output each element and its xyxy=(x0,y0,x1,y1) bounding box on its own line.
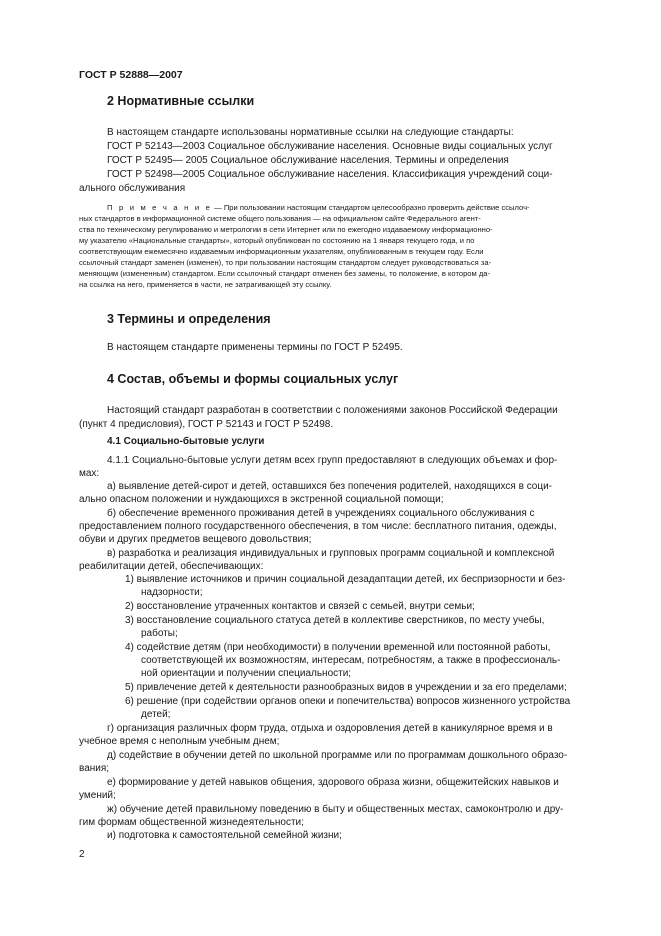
numbered-item: 5) привлечение детей к деятельности разнообразных видов в учреждении и за его пределами; xyxy=(125,682,567,693)
note-line: меняющим (измененным) стандартом. Если ссылочный стандарт отменен без замены, то положение, в котором да- xyxy=(79,269,491,278)
note-text: — При пользовании настоящим стандартом целесообразно проверить действие ссылоч- xyxy=(212,203,530,212)
numbered-item-continuation: детей; xyxy=(141,709,171,720)
section-4-intro: (пункт 4 предисловия), ГОСТ Р 52143 и ГОСТ Р 52498. xyxy=(79,419,334,430)
section-2-intro: В настоящем стандарте использованы нормативные ссылки на следующие стандарты: xyxy=(107,127,514,138)
note-line: на ссылка на него, применяется в части, не затрагивающей эту ссылку. xyxy=(79,280,332,289)
numbered-item: 6) решение (при содействии органов опеки и попечительства) вопросов жизненного устройства xyxy=(125,696,571,707)
note-line: му указателю «Национальные стандарты», который опубликован по состоянию на 1 января текущего года, и по xyxy=(79,236,475,245)
list-item: в) разработка и реализация индивидуальных и групповых программ социальной и комплексной xyxy=(107,548,555,559)
note-line xyxy=(107,202,530,213)
numbered-item-continuation: соответствующей их возможностям, интересам, потребностям, а также в профессиональ- xyxy=(141,655,561,666)
numbered-item: 1) выявление источников и причин социальной дезадаптации детей, их беспризорности и без- xyxy=(125,574,566,585)
list-item: и) подготовка к самостоятельной семейной жизни; xyxy=(107,830,342,841)
note-line: соответствующим ежемесячно издаваемым информационным указателям, опубликованным в текущем году. Если xyxy=(79,247,484,256)
paragraph-line: 4.1.1 Социально-бытовые услуги детям всех групп предоставляют в следующих объемах и фор- xyxy=(107,455,558,466)
list-item: г) организация различных форм труда, отдыха и оздоровления детей в каникулярное время и в xyxy=(107,723,553,734)
list-item-continuation: умений; xyxy=(79,790,116,801)
list-item: д) содействие в обучении детей по школьной программе или по программам дошкольного образо- xyxy=(107,750,568,761)
subsection-4-1-title: 4.1 Социально-бытовые услуги xyxy=(107,436,265,447)
reference-item: ГОСТ Р 52495— 2005 Социальное обслуживание населения. Термины и определения xyxy=(107,155,509,166)
numbered-item-continuation: надзорности; xyxy=(141,587,203,598)
note-line: ных стандартов в информационной системе общего пользования — на официальном сайте Федерального агент- xyxy=(79,214,481,223)
reference-item: ГОСТ Р 52143—2003 Социальное обслуживание населения. Основные виды социальных услуг xyxy=(107,141,553,152)
section-2-title: 2 Нормативные ссылки xyxy=(107,94,255,108)
document-id-header: ГОСТ Р 52888—2007 xyxy=(79,69,183,81)
list-item-continuation: гим формам общественной жизнедеятельности; xyxy=(79,817,304,828)
list-item: б) обеспечение временного проживания детей в учреждениях социального обслуживания с xyxy=(107,508,535,519)
note-line: ства по техническому регулированию и метрологии в сети Интернет или по ежегодно издаваемому информационно- xyxy=(79,225,493,234)
list-item: е) формирование у детей навыков общения, здорового образа жизни, общежитейских навыков и xyxy=(107,777,559,788)
section-3-text: В настоящем стандарте применены термины по ГОСТ Р 52495. xyxy=(107,342,403,353)
numbered-item-continuation: работы; xyxy=(141,628,178,639)
list-item-continuation: обуви и других предметов вещевого довольствия; xyxy=(79,534,312,545)
section-4-intro: Настоящий стандарт разработан в соответствии с положениями законов Российской Федерации xyxy=(107,405,558,416)
numbered-item: 4) содействие детям (при необходимости) в получении временной или постоянной работы, xyxy=(125,642,551,653)
reference-item-continuation: ального обслуживания xyxy=(79,183,186,194)
numbered-item: 3) восстановление социального статуса детей в коллективе сверстников, по месту учебы, xyxy=(125,615,545,626)
reference-item: ГОСТ Р 52498—2005 Социальное обслуживание населения. Классификация учреждений соци- xyxy=(107,169,553,180)
section-3-title: 3 Термины и определения xyxy=(107,312,271,326)
numbered-item-continuation: ной ориентации и получении специальности; xyxy=(141,668,352,679)
list-item: а) выявление детей-сирот и детей, оставшихся без попечения родителей, находящихся в соци- xyxy=(107,481,553,492)
list-item-continuation: предоставлением полного государственного обеспечения, в том числе: бесплатного питания, одежды, xyxy=(79,521,557,532)
numbered-item: 2) восстановление утраченных контактов и связей с семьей, внутри семьи; xyxy=(125,601,475,612)
paragraph-line: мах: xyxy=(79,468,100,479)
list-item-continuation: ально опасном положении и нуждающихся в экстренной социальной помощи; xyxy=(79,494,444,505)
list-item-continuation: вания; xyxy=(79,763,110,774)
note-line: ссылочный стандарт заменен (изменен), то при пользовании настоящим стандартом следует руководствоваться за- xyxy=(79,258,492,267)
section-4-title: 4 Состав, объемы и формы социальных услуг xyxy=(107,372,399,386)
note-label: П р и м е ч а н и е xyxy=(107,203,212,212)
list-item-continuation: реабилитации детей, обеспечивающих: xyxy=(79,561,264,572)
page-number: 2 xyxy=(79,849,85,860)
list-item-continuation: учебное время с неполным учебным днем; xyxy=(79,736,280,747)
list-item: ж) обучение детей правильному поведению в быту и общественных местах, самоконтролю и дру- xyxy=(107,804,564,815)
